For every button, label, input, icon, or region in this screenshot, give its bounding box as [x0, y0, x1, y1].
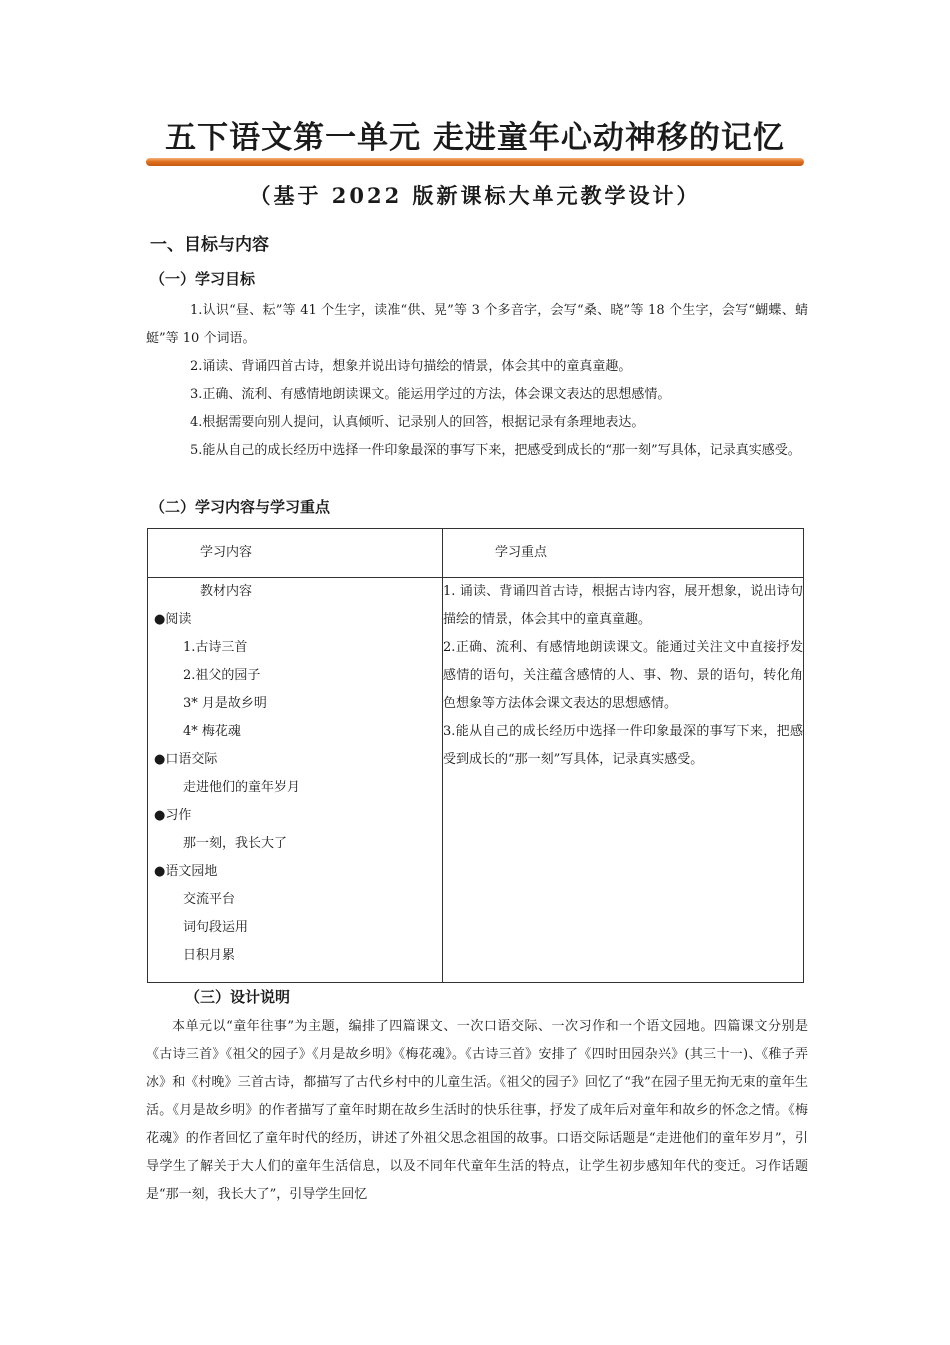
document-subtitle: （基于 2022 版新课标大单元教学设计）	[249, 183, 701, 208]
list-item-reading: ●阅读	[154, 612, 192, 627]
table-header-cell	[148, 529, 443, 578]
list-item: 词句段运用	[183, 920, 249, 935]
document-title: 五下语文第一单元 走进童年心动神移的记忆	[165, 120, 785, 156]
list-item: 3* 月是故乡明	[183, 696, 267, 711]
goal-item-2: 2.诵读、背诵四首古诗，想象并说出诗句描绘的情景，体会其中的童真童趣。	[190, 359, 632, 374]
list-item: 2.祖父的园子	[183, 668, 261, 683]
table-header-cell	[443, 529, 804, 578]
section-heading-goals-content: 一、目标与内容	[150, 235, 269, 255]
list-item: 交流平台	[183, 892, 236, 907]
list-item-garden: ●语文园地	[154, 864, 218, 879]
list-item: 走进他们的童年岁月	[183, 780, 301, 795]
focus-item-2: 2.正确、流利、有感情地朗读课文。能通过关注文中直接抒发感情的语句，关注蕴含感情的人、事、物、景的语句，转化角色想象等方法体会课文表达的思想感情。	[443, 640, 803, 711]
table-row	[148, 578, 804, 983]
list-item: 4* 梅花魂	[183, 724, 241, 739]
content-title: 教材内容	[200, 584, 253, 599]
header-learning-content: 学习内容	[200, 545, 253, 560]
list-item-writing: ●习作	[154, 808, 192, 823]
table-header-row	[148, 529, 804, 578]
list-item: 1.古诗三首	[183, 640, 248, 655]
list-item-oral: ●口语交际	[154, 752, 218, 767]
focus-item-3: 3.能从自己的成长经历中选择一件印象最深的事写下来，把感受到成长的“那一刻”写具体，记录真实感受。	[443, 724, 803, 767]
subsection-heading-content-focus: （二）学习内容与学习重点	[150, 498, 331, 516]
goal-item-1: 1.认识“昼、耘”等 41 个生字，读准“供、晃”等 3 个多音字，会写“桑、晓”等 18 个生字，会写“蝴蝶、蜻蜓”等 10 个词语。	[146, 303, 808, 346]
subsection-heading-design-notes: （三）设计说明	[185, 988, 291, 1006]
subsection-heading-learning-goals: （一）学习目标	[150, 270, 256, 288]
title-underline-bar	[146, 158, 804, 166]
design-notes-paragraph: 本单元以“童年往事”为主题，编排了四篇课文、一次口语交际、一次习作和一个语文园地。四篇课文分别是《古诗三首》《祖父的园子》《月是故乡明》《梅花魂》。《古诗三首》安排了《四时田园杂兴》(其三十一)、《稚子弄冰》和《村晚》三首古诗，都描写了古代乡村中的儿童生活。《祖父的园子》回忆了“我”在园子里无拘无束的童年生活。《月是故乡明》的作者描写了童年时期在故乡生活时的快乐往事，抒发了成年后对童年和故乡的怀念之情。《梅花魂》的作者回忆了童年时代的经历，讲述了外祖父思念祖国的故事。口语交际话题是“走进他们的童年岁月”，引导学生了解关于大人们的童年生活信息，以及不同年代童年生活的特点，让学生初步感知年代的变迁。习作话题是“那一刻，我长大了”，引导学生回忆	[146, 1019, 808, 1202]
list-item: 那一刻，我长大了	[183, 836, 288, 851]
goal-item-5: 5.能从自己的成长经历中选择一件印象最深的事写下来，把感受到成长的“那一刻”写具体，记录真实感受。	[190, 443, 801, 458]
header-learning-focus: 学习重点	[495, 545, 548, 560]
focus-cell	[443, 578, 804, 983]
list-item: 日积月累	[183, 948, 236, 963]
goal-item-3: 3.正确、流利、有感情地朗读课文。能运用学过的方法，体会课文表达的思想感情。	[190, 387, 671, 402]
content-focus-table	[147, 528, 804, 983]
goal-item-4: 4.根据需要向别人提问，认真倾听、记录别人的回答，根据记录有条理地表达。	[190, 415, 645, 430]
focus-item-1: 1. 诵读、背诵四首古诗，根据古诗内容，展开想象，说出诗句描绘的情景，体会其中的童真童趣。	[443, 584, 803, 627]
content-cell	[148, 578, 443, 983]
